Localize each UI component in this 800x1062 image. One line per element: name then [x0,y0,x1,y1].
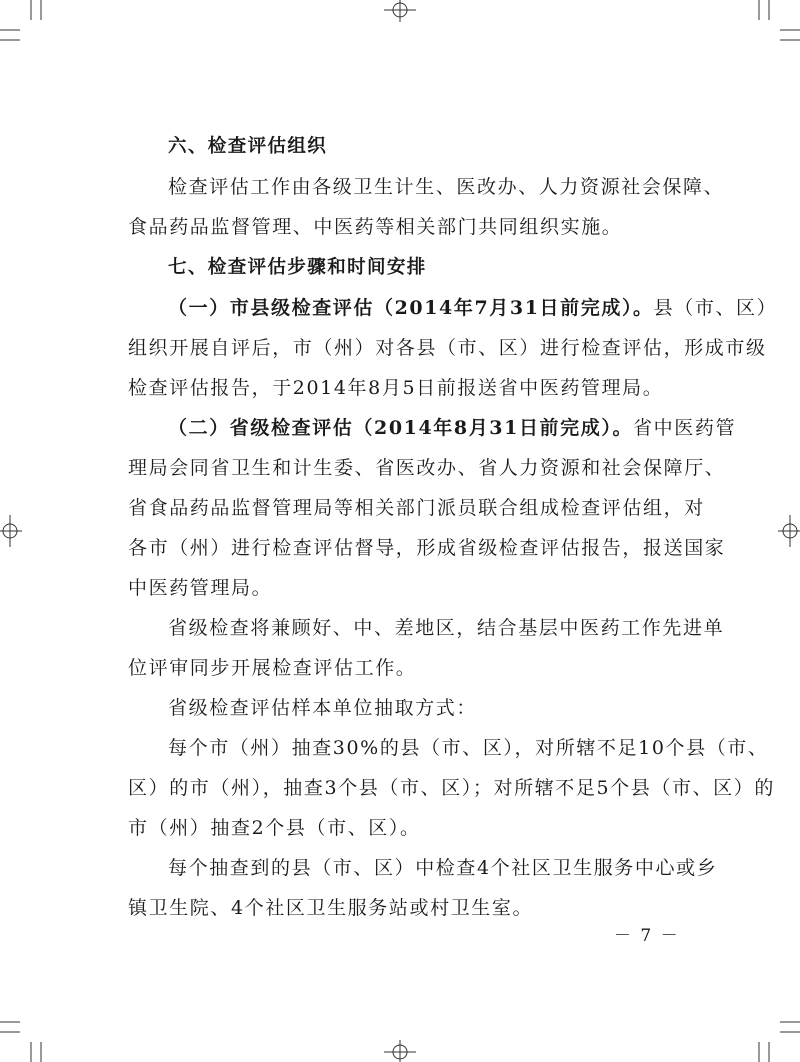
registration-target-right [778,515,800,547]
paragraph-line: 位评审同步开展检查评估工作。 [128,657,417,679]
paragraph-line: 区）的市（州），抽查3个县（市、区）；对所辖不足5个县（市、区）的 [128,777,775,799]
subsection-1-first-line [168,296,778,320]
paragraph-line: 镇卫生院、4个社区卫生服务站或村卫生室。 [128,897,534,919]
registration-target-left [0,515,22,547]
paragraph-line: 每个市（州）抽查30%的县（市、区），对所辖不足10个县（市、 [168,737,769,759]
subsection-2-tail: 省中医药管 [633,417,737,439]
paragraph-line: 每个抽查到的县（市、区）中检查4个社区卫生服务中心或乡 [168,857,718,879]
subsection-2-title: （二）省级检查评估（2014年8月31日前完成）。 [168,417,634,439]
paragraph-line: 食品药品监督管理、中医药等相关部门共同组织实施。 [128,216,623,238]
page-number: － 7 － [614,926,680,946]
subsection-1-tail: 县（市、区） [653,297,778,319]
registration-target-top [384,0,416,22]
paragraph-line: 省级检查评估样本单位抽取方式： [168,697,478,719]
paragraph-line: 省级检查将兼顾好、中、差地区，结合基层中医药工作先进单 [168,617,725,639]
paragraph-line: 检查评估工作由各级卫生计生、医改办、人力资源社会保障、 [168,176,725,198]
section-heading-6: 六、检查评估组织 [168,136,328,157]
paragraph-line: 市（州）抽查2个县（市、区）。 [128,817,421,839]
registration-target-bottom [384,1040,416,1062]
paragraph-line: 省食品药品监督管理局等相关部门派员联合组成检查评估组，对 [128,497,705,519]
subsection-2-first-line [168,416,737,440]
section-heading-7: 七、检查评估步骤和时间安排 [168,257,427,278]
paragraph-line: 组织开展自评后，市（州）对各县（市、区）进行检查评估，形成市级 [128,337,767,359]
paragraph-line: 中医药管理局。 [128,577,273,599]
paragraph-line: 检查评估报告，于2014年8月5日前报送省中医药管理局。 [128,377,664,399]
subsection-1-title: （一）市县级检查评估（2014年7月31日前完成）。 [168,297,654,319]
paragraph-line: 各市（州）进行检查评估督导，形成省级检查评估报告，报送国家 [128,537,726,559]
paragraph-line: 理局会同省卫生和计生委、省医改办、省人力资源和社会保障厅、 [128,457,726,479]
